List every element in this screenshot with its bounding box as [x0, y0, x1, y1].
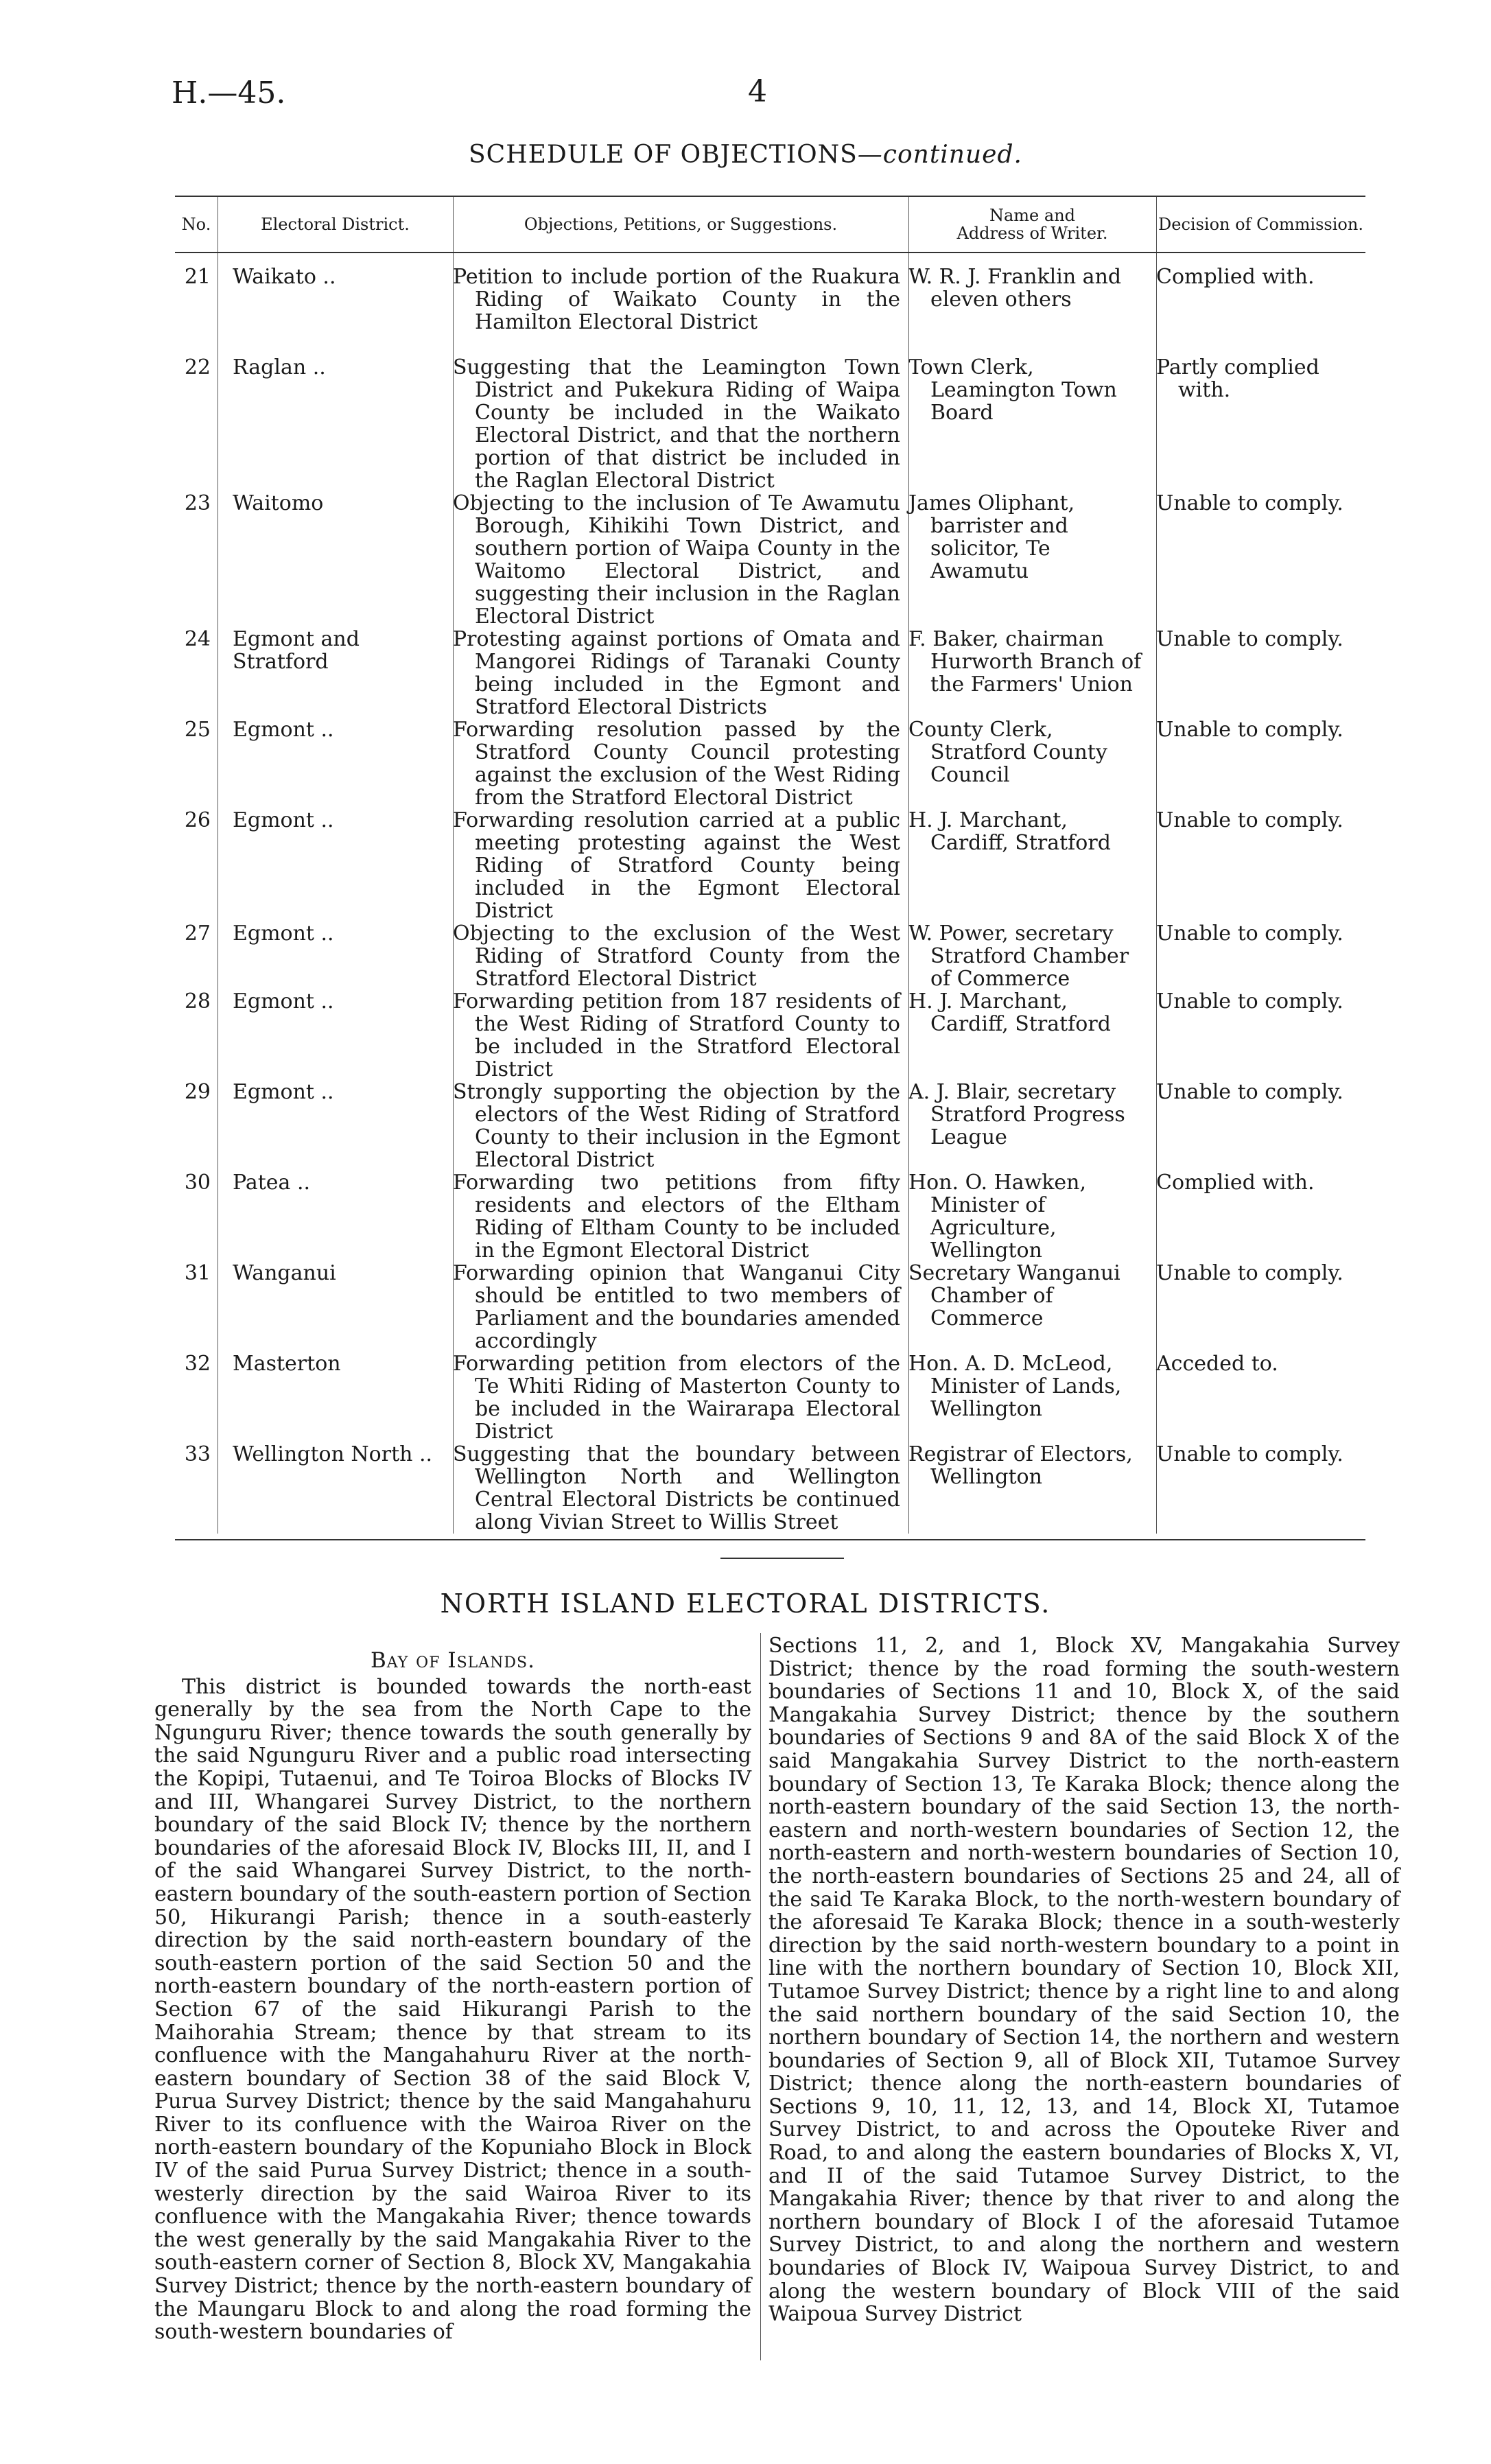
- writer-name-address: W. R. J. Franklin and eleven others: [908, 265, 1122, 312]
- commission-decision: Partly complied with.: [1156, 355, 1319, 402]
- writer-name-address: Secretary Wanganui Chamber of Commerce: [908, 1261, 1120, 1330]
- electoral-district: Egmont ..: [233, 1080, 334, 1104]
- writer-name-address: James Oliphant, barrister and solicitor, Te Awamutu: [908, 491, 1075, 583]
- electoral-district: Patea ..: [233, 1171, 311, 1195]
- table-row: [175, 266, 1365, 356]
- writer-name-address: Registrar of Electors, Wellington: [908, 1442, 1133, 1489]
- document-reference: H.—45.: [172, 75, 286, 110]
- commission-decision: Unable to comply.: [1156, 1442, 1343, 1466]
- table-row: [175, 809, 1365, 922]
- section-title: NORTH ISLAND ELECTORAL DISTRICTS.: [440, 1588, 1051, 1619]
- commission-decision: Acceded to.: [1156, 1352, 1278, 1376]
- page-number: 4: [748, 74, 767, 109]
- objection-text: Forwarding two petitions from fifty residents and electors of the Eltham Riding of Eltham County to be included in the Egmont Electoral District: [453, 1171, 900, 1263]
- electoral-district: Egmont and Stratford: [233, 627, 360, 674]
- electoral-district: Wanganui: [233, 1261, 336, 1285]
- commission-decision: Unable to comply.: [1156, 627, 1343, 651]
- commission-decision: Complied with.: [1156, 265, 1315, 289]
- table-row: [175, 718, 1365, 809]
- district-description-right: Sections 11, 2, and 1, Block XV, Mangakahia Survey District; thence by the road forming the south-western boundaries of Sections 11 and 10, Block X, of the said Mangakahia Survey District; thence by the southern boundaries of Sections 9 and 8A of the said Block X of the said Mangakahia Survey District to the north-eastern boundary of Section 13, Te Karaka Block; thence along the north-eastern boundary of the said Section 13, the north-eastern and north-western boundaries of Section 12, the north-eastern and north-western boundaries of Section 10, the north-eastern boundaries of Sections 25 and 24, all of the said Te Karaka Block, to the north-western boundary of the aforesaid Te Karaka Block; thence in a south-westerly direction by the said north-western boundary to a point in line with the northern boundary of Section 10, Block XII, Tutamoe Survey District; thence by a right line to and along the said northern boundary of the said Section 10, the northern boundary of Section 14, the northern and western boundaries of Section 9, all of Block XII, Tutamoe Survey District; thence along the north-eastern boundaries of Sections 9, 10, 11, 12, 13, and 14, Block XI, Tutamoe Survey District, to and across the Opouteke River and Road, to and along the eastern boundaries of Blocks X, VI, and II of the said Tutamoe Survey District, to the Mangakahia River; thence by that river to and along the northern boundary of Block I of the aforesaid Tutamoe Survey District, to and along the northern and western boundaries of Block IV, Waipoua Survey District, to and along the western boundary of Block VIII of the said Waipoua Survey District: [768, 1634, 1400, 2327]
- electoral-district: Masterton: [233, 1352, 341, 1376]
- row-number: 25: [184, 718, 211, 742]
- objection-text: Suggesting that the Leamington Town District and Pukekura Riding of Waipa County be included in the Waikato Electoral District, and that the northern portion of that district be included in the Raglan Electoral District: [453, 355, 900, 493]
- objection-text: Objecting to the exclusion of the West Riding of Stratford County from the Stratford Electoral District: [453, 922, 900, 991]
- table-row: [175, 356, 1365, 492]
- objection-text: Forwarding resolution passed by the Stratford County Council protesting against the exclusion of the West Riding from the Stratford Electoral District: [453, 718, 900, 810]
- left-column: [154, 1634, 751, 2344]
- table-row: [175, 1171, 1365, 1262]
- electoral-district: Waikato ..: [233, 265, 336, 289]
- writer-name-address: Town Clerk, Leamington Town Board: [908, 355, 1117, 425]
- writer-name-address: Hon. O. Hawken, Minister of Agriculture, Wellington: [908, 1171, 1087, 1263]
- row-number: 29: [184, 1080, 211, 1104]
- objection-text: Forwarding petition from 187 residents of the West Riding of Stratford County to be included in the Stratford Electoral District: [453, 989, 900, 1081]
- objection-text: Petition to include portion of the Ruakura Riding of Waikato County in the Hamilton Electoral District: [453, 265, 900, 334]
- objection-text: Forwarding opinion that Wanganui City should be entitled to two members of Parliament and the boundaries amended accordingly: [453, 1261, 900, 1353]
- commission-decision: Unable to comply.: [1156, 1080, 1343, 1104]
- table-row: [175, 492, 1365, 628]
- writer-name-address: Hon. A. D. McLeod, Minister of Lands, Wellington: [908, 1352, 1122, 1421]
- section-separator: [720, 1558, 844, 1559]
- commission-decision: Complied with.: [1156, 1171, 1315, 1195]
- table-bottom-rule: [175, 1539, 1365, 1540]
- commission-decision: Unable to comply.: [1156, 989, 1343, 1013]
- objection-text: Strongly supporting the objection by the electors of the West Riding of Stratford County to their inclusion in the Egmont Electoral District: [453, 1080, 900, 1172]
- column-divider: [760, 1633, 761, 2360]
- right-column: [768, 1634, 1400, 2326]
- row-number: 24: [184, 627, 211, 651]
- col-header-no: No.: [181, 215, 211, 234]
- electoral-district: Waitomo: [233, 491, 324, 515]
- electoral-district: Egmont ..: [233, 922, 334, 946]
- objection-text: Forwarding resolution carried at a public meeting protesting against the West Riding of Stratford County being included in the Egmont Electoral District: [453, 808, 900, 923]
- district-description-left: This district is bounded towards the north-east generally by the sea from the North Cape to the Ngunguru River; thence towards the south generally by the said Ngunguru River and a public road intersecting the Kopipi, Tutaenui, and Te Toiroa Blocks of Blocks IV and III, Whangarei Survey District, to the northern boundary of the said Block IV; thence by the northern boundaries of the aforesaid Block IV, Blocks III, II, and I of the said Whangarei Survey District, to the north-eastern boundary of the south-eastern portion of Section 50, Hikurangi Parish; thence in a south-easterly direction by the said north-eastern boundary of the south-eastern portion of the said Section 50 and the north-eastern boundary of the north-eastern portion of Section 67 of the said Hikurangi Parish to the Maihorahia Stream; thence by that stream to its confluence with the Mangahahuru River at the north-eastern boundary of Section 38 of the said Block V, Purua Survey District; thence by the said Mangahahuru River to its confluence with the Wairoa River on the north-eastern boundary of the Kopuniaho Block in Block IV of the said Purua Survey District; thence in a south-westerly direction by the said Wairoa River to its confluence with the Mangakahia River; thence towards the west generally by the said Mangakahia River to the south-eastern corner of Section 8, Block XV, Mangakahia Survey District; thence by the north-eastern boundary of the Maungaru Block to and along the road forming the south-western boundaries of: [154, 1674, 751, 2345]
- writer-name-address: F. Baker, chairman Hurworth Branch of the Farmers' Union: [908, 627, 1142, 696]
- table-header: [175, 196, 1365, 253]
- objection-text: Forwarding petition from electors of the Te Whiti Riding of Masterton County to be included in the Wairarapa Electoral District: [453, 1352, 900, 1444]
- objection-text: Protesting against portions of Omata and Mangorei Ridings of Taranaki County being included in the Egmont and Stratford Electoral Districts: [453, 627, 900, 719]
- electoral-district: Raglan ..: [233, 355, 326, 379]
- row-number: 32: [184, 1352, 211, 1376]
- table-row: [175, 922, 1365, 990]
- table-row: [175, 1443, 1365, 1534]
- electoral-district: Egmont ..: [233, 718, 334, 742]
- row-number: 28: [184, 989, 211, 1013]
- electoral-district: Wellington North ..: [233, 1442, 433, 1466]
- table-row: [175, 1081, 1365, 1171]
- writer-name-address: H. J. Marchant, Cardiff, Stratford: [908, 808, 1111, 855]
- row-number: 31: [184, 1261, 211, 1285]
- table-row: [175, 1262, 1365, 1352]
- col-header-decision: Decision of Commission.: [1158, 215, 1363, 234]
- objection-text: Suggesting that the boundary between Wellington North and Wellington Central Electoral Districts be continued along Vivian Street to Willis Street: [453, 1442, 900, 1534]
- table-row: [175, 990, 1365, 1081]
- electoral-district: Egmont ..: [233, 808, 334, 832]
- row-number: 27: [184, 922, 211, 946]
- row-number: 33: [184, 1442, 211, 1466]
- schedule-title: [0, 141, 1491, 169]
- objections-table: [175, 196, 1365, 1540]
- row-number: 30: [184, 1171, 211, 1195]
- row-number: 26: [184, 808, 211, 832]
- row-number: 22: [184, 355, 211, 379]
- commission-decision: Unable to comply.: [1156, 1261, 1343, 1285]
- district-subheading: Bay of Islands.: [371, 1648, 535, 1673]
- commission-decision: Unable to comply.: [1156, 491, 1343, 515]
- commission-decision: Unable to comply.: [1156, 922, 1343, 946]
- commission-decision: Unable to comply.: [1156, 718, 1343, 742]
- writer-name-address: A. J. Blair, secretary Stratford Progress League: [908, 1080, 1125, 1149]
- writer-name-address: H. J. Marchant, Cardiff, Stratford: [908, 989, 1111, 1036]
- writer-name-address: W. Power, secretary Stratford Chamber of Commerce: [908, 922, 1129, 991]
- electoral-district: Egmont ..: [233, 989, 334, 1013]
- objection-text: Objecting to the inclusion of Te Awamutu Borough, Kihikihi Town District, and southern portion of Waipa County in the Waitomo Electoral District, and suggesting their inclusion in the Raglan Electoral District: [453, 491, 900, 629]
- col-header-writer: Name and Address of Writer.: [956, 206, 1108, 243]
- commission-decision: Unable to comply.: [1156, 808, 1343, 832]
- schedule-title-main: SCHEDULE OF OBJECTIONS: [469, 141, 858, 169]
- table-row: [175, 1352, 1365, 1443]
- col-header-district: Electoral District.: [261, 215, 410, 234]
- schedule-title-suffix: —continued.: [857, 141, 1022, 169]
- table-body: [175, 253, 1365, 1534]
- writer-name-address: County Clerk, Stratford County Council: [908, 718, 1107, 787]
- table-row: [175, 628, 1365, 718]
- col-header-objections: Objections, Petitions, or Suggestions.: [524, 215, 838, 234]
- row-number: 21: [184, 265, 211, 289]
- row-number: 23: [184, 491, 211, 515]
